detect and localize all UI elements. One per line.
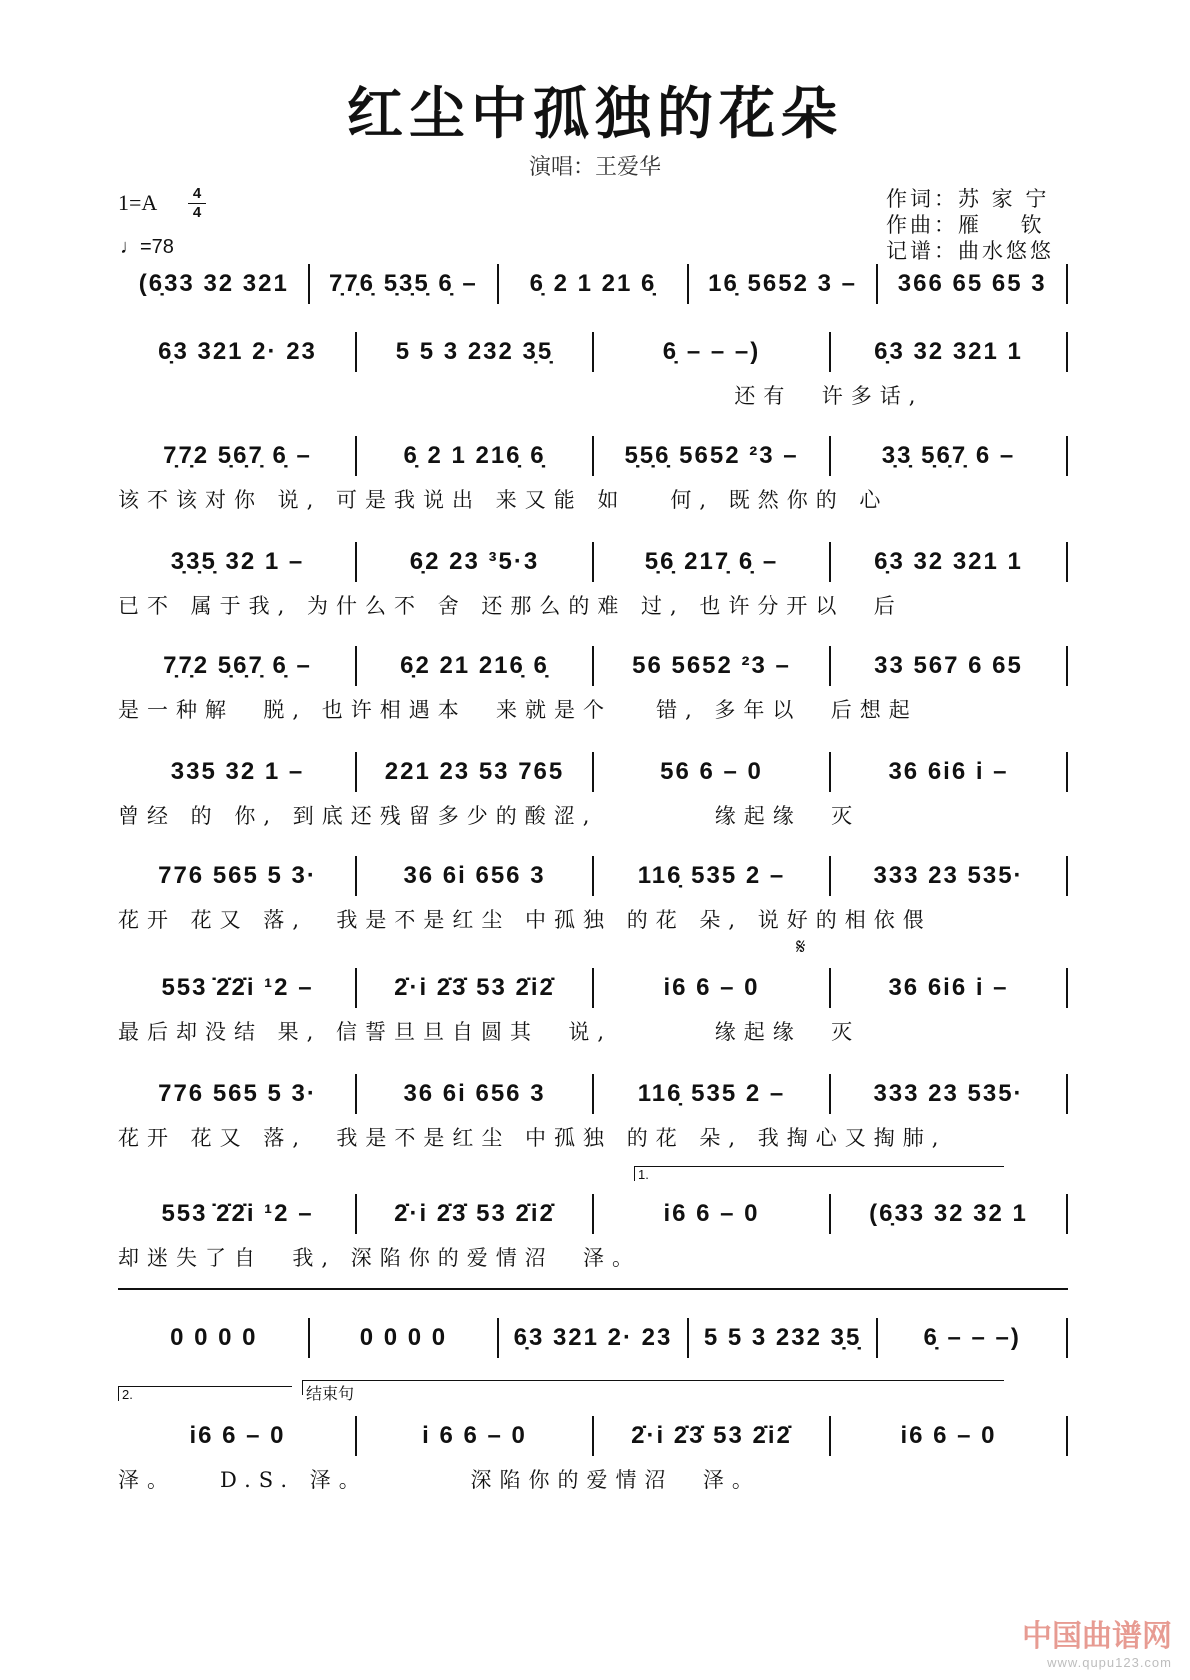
measure: 776 565 5 3· [158, 1080, 317, 1107]
volta-1: 1. [634, 1166, 1004, 1181]
note-row [118, 856, 1068, 896]
measure: 6̣2 23 ³5·3 [409, 548, 540, 575]
measure: 335 32 1 – [170, 758, 305, 785]
notation-line [118, 644, 1068, 688]
time-numerator: 4 [192, 185, 202, 202]
measure: (6̣33 32 32 1 [869, 1200, 1028, 1227]
barline [1066, 1416, 1068, 1456]
notation-line [118, 750, 1068, 794]
measure: 6̣3 32 321 1 [874, 338, 1023, 365]
measure: 3̣3̣5̣ 32 1 – [170, 548, 305, 575]
measure: i6 6 – 0 [663, 974, 760, 1001]
lyric-line: 已不 属于我, 为什么不 舍 还那么的难 过, 也许分开以 后 [118, 594, 903, 618]
volta-2: 2. [118, 1386, 292, 1401]
measure: 56 6 – 0 [660, 758, 763, 785]
note-row [118, 646, 1068, 686]
credits [886, 186, 1054, 264]
measure: 6̣ – – –) [923, 1324, 1021, 1351]
notation-line [118, 1316, 1068, 1360]
barline [1066, 542, 1068, 582]
measure: i6 6 – 0 [189, 1422, 286, 1449]
measure: 553 ̇2̇2̇i ¹2 – [161, 1200, 314, 1227]
lyric-line: 是一种解 脱, 也许相遇本 来就是个 错, 多年以 后想起 [118, 698, 918, 722]
measure: 2̇·i 2̇3̇ 53 2̇i2̇ [394, 1200, 555, 1227]
singer-credit: 演唱：王爱华 [528, 155, 661, 180]
barline [1066, 436, 1068, 476]
measure: 7̣7̣2 5̣6̣7̣ 6̣ – [163, 442, 312, 469]
notation-line [118, 330, 1068, 374]
notation-line [118, 262, 1068, 306]
watermark-url: www.qupu123.com [1047, 1655, 1172, 1670]
tempo-marking: ♩=78 [120, 236, 174, 258]
measure: 3̣3̣ 5̣6̣7̣ 6 – [881, 442, 1016, 469]
time-signature [188, 186, 206, 221]
measure: i6 6 – 0 [663, 1200, 760, 1227]
measure: 5̣6̣ 217̣ 6̣ – [644, 548, 779, 575]
notation-line [118, 966, 1068, 1010]
measure: i 6 6 – 0 [422, 1422, 527, 1449]
notation-line [118, 434, 1068, 478]
lyric-line: 泽。 D.S. 泽。 深陷你的爱情沼 泽。 [118, 1468, 761, 1492]
notation-line [118, 1192, 1068, 1236]
measure: 36 6i6 i – [888, 758, 1009, 785]
measure: 366 65 65 3 [897, 270, 1047, 297]
measure: i6 6 – 0 [900, 1422, 997, 1449]
measure: (6̣33 32 321 [138, 270, 289, 297]
measure: 333 23 535· [873, 862, 1024, 889]
note-row [118, 1074, 1068, 1114]
key-signature: 1=A [118, 190, 158, 215]
barline [1066, 332, 1068, 372]
lyric-line: 花开 花又 落, 我是不是红尘 中孤独 的花 朵, 说好的相依偎 [118, 908, 932, 932]
measure: 0 0 0 0 [170, 1324, 258, 1351]
ending-bracket: 结束句 [302, 1380, 1004, 1395]
measure: 5 5 3 232 3̣5̣ [395, 338, 554, 365]
measure: 33 567 6 65 [874, 652, 1023, 679]
measure: 6̣3 32 321 1 [874, 548, 1023, 575]
measure: 333 23 535· [873, 1080, 1024, 1107]
lyric-line: 曾经 的 你, 到底还残留多少的酸涩, 缘起缘 灭 [118, 804, 861, 828]
measure: 6̣ – – –) [662, 338, 761, 365]
note-row [118, 1318, 1068, 1358]
composer: 作曲：雁 钦 [886, 213, 1045, 237]
measure: 6̣ 2 1 216̣ 6̣ [403, 442, 546, 469]
measure: 6̣3 321 2· 23 [158, 338, 317, 365]
notation-line [118, 540, 1068, 584]
lyric-line: 却迷失了自 我, 深陷你的爱情沼 泽。 [118, 1246, 642, 1270]
transcriber: 记谱：曲水悠悠 [886, 239, 1054, 263]
lyric-line: 花开 花又 落, 我是不是红尘 中孤独 的花 朵, 我掏心又掏肺, [118, 1126, 947, 1150]
measure: 6̣3 321 2· 23 [513, 1324, 673, 1351]
measure: 56 5652 ²3 – [632, 652, 791, 679]
barline [1066, 1194, 1068, 1234]
section-divider [118, 1288, 1068, 1290]
measure: 116̣ 535 2 – [637, 862, 786, 889]
measure: 36 6i 656 3 [403, 862, 546, 889]
measure: 5̣5̣6̣ 5652 ²3 – [624, 442, 799, 469]
measure: 776 565 5 3· [158, 862, 317, 889]
measure: 6̣2 21 216̣ 6̣ [400, 652, 549, 679]
measure: 36 6i 656 3 [403, 1080, 546, 1107]
measure: 7̣7̣6̣ 5̣3̣5̣ 6̣ – [328, 270, 478, 297]
measure: 16̣ 5652 3 – [708, 270, 857, 297]
lyric-line: 最后却没结 果, 信誓旦旦自圆其 说, 缘起缘 灭 [118, 1020, 861, 1044]
note-row [118, 1416, 1068, 1456]
barline [1066, 1074, 1068, 1114]
note-row [118, 264, 1068, 304]
barline [1066, 968, 1068, 1008]
measure: 221 23 53 765 [384, 758, 565, 785]
watermark-name: 中国曲谱网 [1022, 1620, 1172, 1653]
watermark [1022, 1611, 1172, 1670]
segno-icon: 𝄋 [796, 935, 806, 960]
barline [1066, 752, 1068, 792]
barline [1066, 646, 1068, 686]
notation-line [118, 1072, 1068, 1116]
note-row [118, 968, 1068, 1008]
lyric-line: 该不该对你 说, 可是我说出 来又能 如 何, 既然你的 心 [118, 488, 889, 512]
lyricist: 作词：苏 家 宁 [886, 187, 1050, 211]
note-row [118, 542, 1068, 582]
song-title: 红尘中孤独的花朵 [347, 81, 843, 147]
note-row [118, 332, 1068, 372]
measure: 7̣7̣2 5̣6̣7̣ 6̣ – [163, 652, 312, 679]
notation-line [118, 854, 1068, 898]
measure: 2̇·i 2̇3̇ 53 2̇i2̇ [394, 974, 555, 1001]
lyric-line: 还有 许多话, [118, 384, 924, 408]
notation-line [118, 1414, 1068, 1458]
time-denominator: 4 [192, 204, 202, 221]
measure: 36 6i6 i – [888, 974, 1009, 1001]
measure: 0 0 0 0 [359, 1324, 448, 1351]
note-row [118, 752, 1068, 792]
barline [1066, 856, 1068, 896]
barline [1066, 1318, 1068, 1358]
measure: 116̣ 535 2 – [637, 1080, 786, 1107]
note-row [118, 1194, 1068, 1234]
measure: 553 ̇2̇2̇i ¹2 – [161, 974, 314, 1001]
barline [1066, 264, 1068, 304]
note-row [118, 436, 1068, 476]
measure: 6̣ 2 1 21 6̣ [529, 270, 657, 297]
measure: 5 5 3 232 3̣5̣ [703, 1324, 862, 1351]
measure: 2̇·i 2̇3̇ 53 2̇i2̇ [631, 1422, 792, 1449]
